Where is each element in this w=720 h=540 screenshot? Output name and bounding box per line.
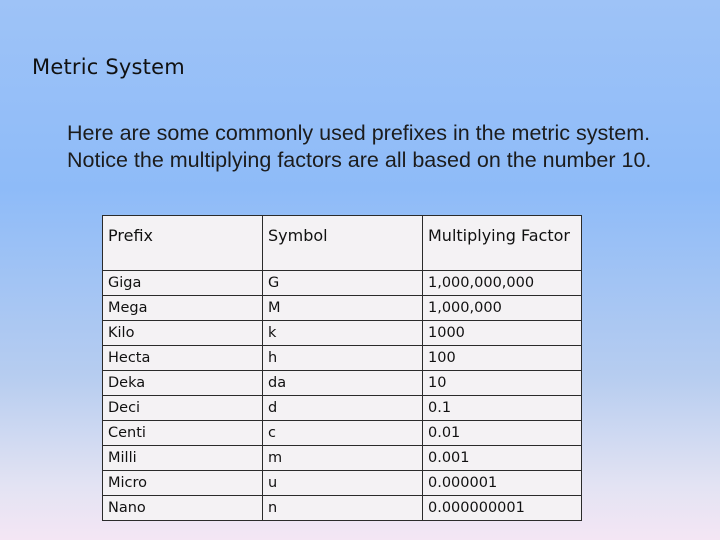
factor-cell: 0.01: [423, 421, 582, 446]
table-header-row: [103, 216, 582, 271]
table-row: [103, 346, 582, 371]
factor-cell: 100: [423, 346, 582, 371]
prefix-cell: Deka: [103, 371, 263, 396]
prefix-cell: Micro: [103, 471, 263, 496]
factor-cell: 1000: [423, 321, 582, 346]
factor-cell: 0.001: [423, 446, 582, 471]
intro-text: Here are some commonly used prefixes in the metric system. Notice the multiplying factors are all based on the number 10.: [67, 121, 652, 172]
factor-cell: 10: [423, 371, 582, 396]
table-row: [103, 296, 582, 321]
slide-title: Metric System: [32, 55, 185, 79]
table-row: [103, 271, 582, 296]
prefix-cell: Giga: [103, 271, 263, 296]
table-row: [103, 446, 582, 471]
table-row: [103, 321, 582, 346]
table-row: [103, 371, 582, 396]
factor-cell: 0.1: [423, 396, 582, 421]
metric-prefix-table: [102, 215, 582, 521]
symbol-cell: M: [263, 296, 423, 321]
prefix-cell: Centi: [103, 421, 263, 446]
factor-cell: 0.000000001: [423, 496, 582, 521]
table-row: [103, 421, 582, 446]
prefix-cell: Kilo: [103, 321, 263, 346]
prefix-cell: Deci: [103, 396, 263, 421]
symbol-cell: k: [263, 321, 423, 346]
factor-cell: 1,000,000: [423, 296, 582, 321]
symbol-cell: c: [263, 421, 423, 446]
symbol-cell: n: [263, 496, 423, 521]
symbol-cell: m: [263, 446, 423, 471]
prefix-cell: Mega: [103, 296, 263, 321]
header-symbol: Symbol: [263, 216, 423, 271]
symbol-cell: da: [263, 371, 423, 396]
symbol-cell: u: [263, 471, 423, 496]
prefix-cell: Hecta: [103, 346, 263, 371]
factor-cell: 0.000001: [423, 471, 582, 496]
table-row: [103, 396, 582, 421]
symbol-cell: d: [263, 396, 423, 421]
prefix-cell: Milli: [103, 446, 263, 471]
table-row: [103, 496, 582, 521]
header-prefix: Prefix: [103, 216, 263, 271]
table-row: [103, 471, 582, 496]
factor-cell: 1,000,000,000: [423, 271, 582, 296]
prefix-cell: Nano: [103, 496, 263, 521]
symbol-cell: G: [263, 271, 423, 296]
symbol-cell: h: [263, 346, 423, 371]
header-multiplying-factor: Multiplying Factor: [423, 216, 582, 271]
